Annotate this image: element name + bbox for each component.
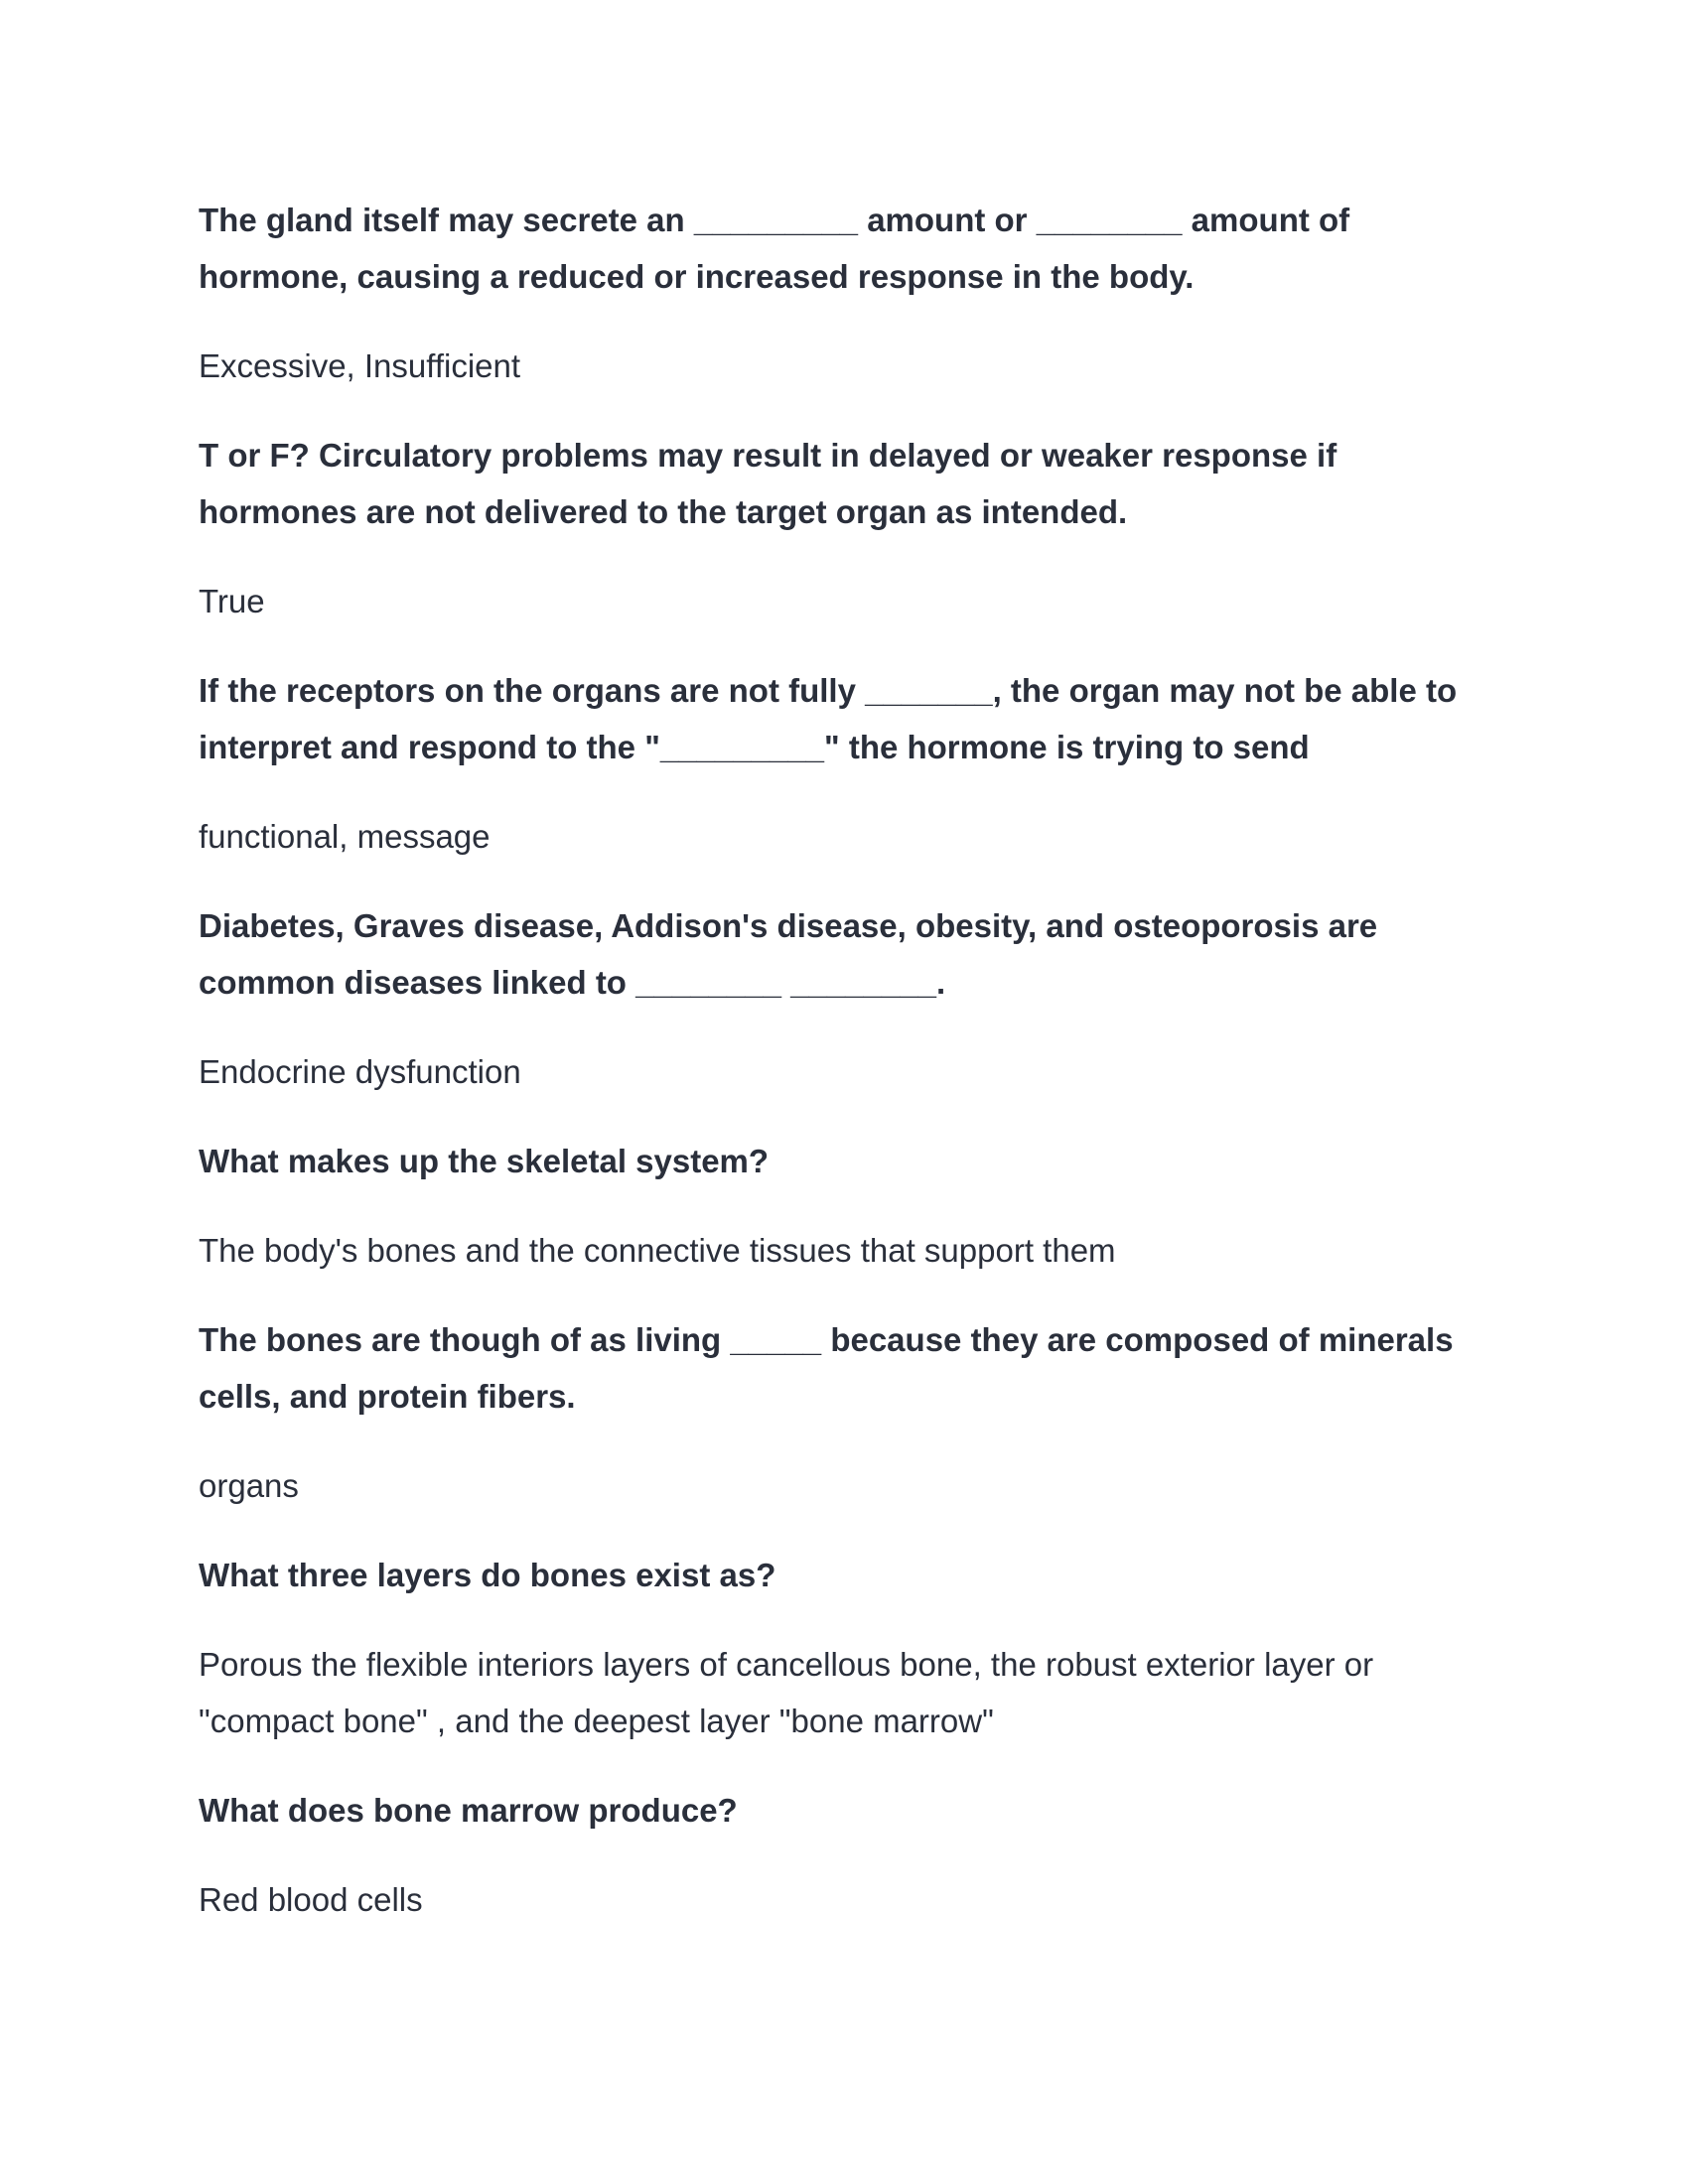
card-definition: True xyxy=(199,583,265,619)
card-term: Diabetes, Graves disease, Addison's disease, obesity, and osteoporosis are common diseases linked to ________ ________. xyxy=(199,907,1378,1001)
flashcard xyxy=(199,1547,1489,1749)
card-term: What three layers do bones exist as? xyxy=(199,1557,776,1593)
flashcard xyxy=(199,1311,1489,1514)
card-term: The gland itself may secrete an _________ amount or ________ amount of hormone, causing a reduced or increased response in the body. xyxy=(199,202,1350,295)
card-term: The bones are though of as living _____ because they are composed of minerals cells, and protein fibers. xyxy=(199,1321,1454,1415)
card-definition: organs xyxy=(199,1467,299,1504)
card-term: What makes up the skeletal system? xyxy=(199,1143,770,1179)
card-definition: Red blood cells xyxy=(199,1881,423,1918)
card-term: What does bone marrow produce? xyxy=(199,1792,738,1829)
flashcard xyxy=(199,1133,1489,1279)
card-definition: Excessive, Insufficient xyxy=(199,347,521,384)
card-term: T or F? Circulatory problems may result in delayed or weaker response if hormones are not delivered to the target organ as intended. xyxy=(199,437,1337,530)
flashcard-list xyxy=(199,192,1489,1961)
flashcard xyxy=(199,1782,1489,1928)
card-definition: functional, message xyxy=(199,818,491,855)
card-definition: Endocrine dysfunction xyxy=(199,1053,521,1090)
card-definition: The body's bones and the connective tissues that support them xyxy=(199,1232,1116,1269)
card-term: If the receptors on the organs are not fully _______, the organ may not be able to interpret and respond to the "_________" the hormone is trying to send xyxy=(199,672,1458,765)
card-definition: Porous the flexible interiors layers of cancellous bone, the robust exterior layer or "compact bone" , and the deepest layer "bone marrow" xyxy=(199,1646,1374,1739)
flashcard xyxy=(199,662,1489,865)
flashcard xyxy=(199,427,1489,629)
flashcard xyxy=(199,192,1489,394)
flashcard xyxy=(199,897,1489,1100)
